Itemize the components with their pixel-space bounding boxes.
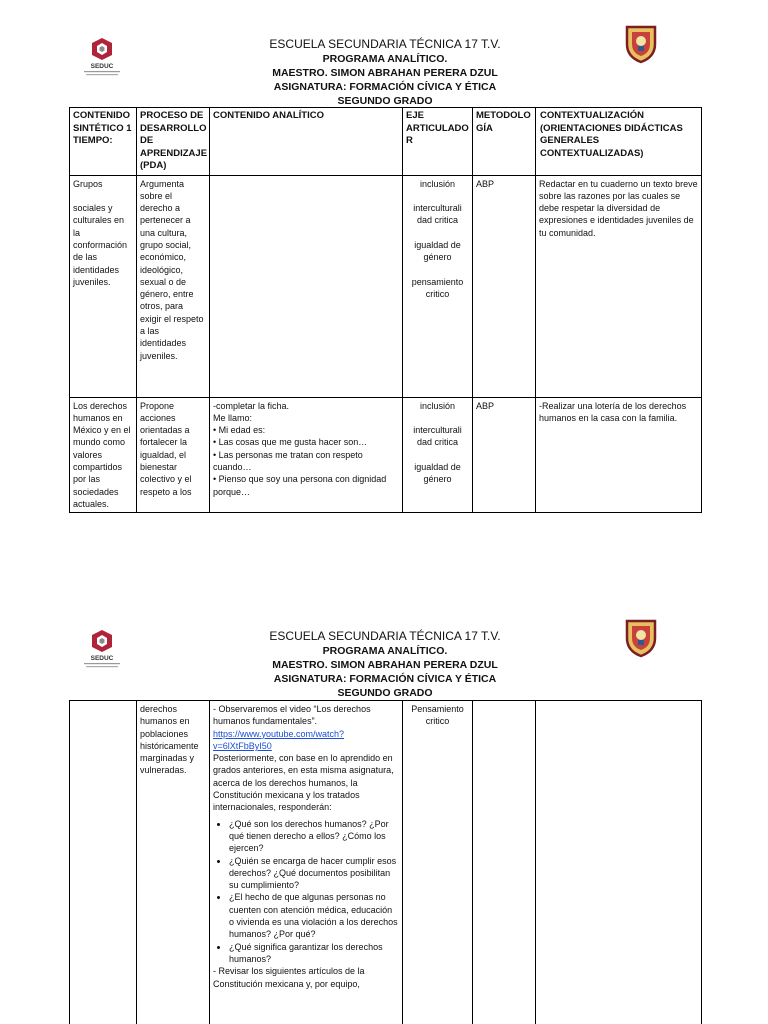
document-header	[200, 629, 570, 700]
program-title: PROGRAMA ANALÍTICO.	[322, 53, 448, 65]
video-instruction: - Observaremos el video “Los derechos humanos fundamentales”.	[213, 704, 371, 727]
cell-pda: Propone acciones orientadas a fortalecer la igualdad, el bienestar colectivo y el respeto a los	[137, 397, 210, 513]
program-table-1	[69, 107, 702, 513]
cell-contexto	[536, 701, 702, 1024]
header-analitico: CONTENIDO ANALÍTICO	[210, 108, 403, 176]
seduc-logo	[76, 628, 128, 672]
table-row	[70, 701, 702, 1024]
seduc-logo	[76, 36, 128, 80]
cell-analitico	[210, 701, 403, 1024]
program-table-2	[69, 700, 702, 1024]
teacher-name: MAESTRO. SIMON ABRAHAN PERERA DZUL	[272, 659, 498, 671]
cell-contenido	[70, 701, 137, 1024]
cell-contenido: Grupos sociales y culturales en la conformación de las identidades juveniles.	[70, 175, 137, 397]
teacher-name: MAESTRO. SIMON ABRAHAN PERERA DZUL	[272, 67, 498, 79]
grade-label: SEGUNDO GRADO	[337, 687, 433, 699]
header-pda: PROCESO DE DESARROLLO DE APRENDIZAJE (PDA)	[137, 108, 210, 176]
list-item: • ¿El hecho de que algunas personas no cuenten con atención médica, educación o vivienda es una violación a los derechos humanos? ¿Por qué?	[229, 891, 399, 940]
cell-contenido: Los derechos humanos en México y en el mundo como valores compartidos por las sociedades actuales.	[70, 397, 137, 513]
question-list	[213, 818, 399, 966]
program-title: PROGRAMA ANALÍTICO.	[322, 645, 448, 657]
school-crest-icon	[624, 24, 658, 64]
cell-metodologia: ABP	[473, 175, 536, 397]
list-item: • ¿Qué son los derechos humanos? ¿Por qué tienen derecho a ellos? ¿Cómo los ejercen?	[229, 818, 399, 855]
seduc-logo-text: SEDUC	[90, 655, 114, 662]
school-crest-icon	[624, 618, 658, 658]
instruction-paragraph: Posteriormente, con base en lo aprendido en grados anteriores, en esta misma asignatura, acerca de los derechos humanos, la Constitución mexicana y los tratados internacionales, responderán:	[213, 753, 394, 813]
header-metodologia: METODOLO GÍA	[473, 108, 536, 176]
table-row	[70, 397, 702, 513]
document-page-2	[0, 600, 768, 1024]
subject-name: ASIGNATURA: FORMACIÓN CÍVICA Y ÉTICA	[273, 673, 497, 685]
cell-eje: Pensamiento critico	[403, 701, 473, 1024]
seduc-logo-text: SEDUC	[90, 63, 114, 70]
grade-label: SEGUNDO GRADO	[337, 95, 433, 107]
table-header-row	[70, 108, 702, 176]
cell-metodologia	[473, 701, 536, 1024]
cell-analitico: -completar la ficha. Me llamo: • Mi edad es: • Las cosas que me gusta hacer son… • Las personas me tratan con respeto cuando… • Pienso que soy una persona con dignidad porque…	[210, 397, 403, 513]
school-name: ESCUELA SECUNDARIA TÉCNICA 17 T.V.	[269, 37, 501, 51]
header-eje: EJE ARTICULADO R	[403, 108, 473, 176]
cell-eje: inclusión interculturali dad critica igualdad de género	[403, 397, 473, 513]
youtube-video-link[interactable]: https://www.youtube.com/watch?v=6lXtFbByI50	[213, 728, 345, 751]
instruction-paragraph: - Revisar los siguientes artículos de la Constitución mexicana y, por equipo,	[213, 966, 365, 989]
document-header	[200, 37, 570, 108]
list-item: • ¿Quién se encarga de hacer cumplir esos derechos? ¿Qué documentos posibilitan su cumplimiento?	[229, 855, 399, 892]
header-contenido: CONTENIDO SINTÉTICO 1 TIEMPO:	[70, 108, 137, 176]
cell-analitico	[210, 175, 403, 397]
cell-contexto: Redactar en tu cuaderno un texto breve sobre las razones por las cuales se debe respetar la diversidad de expresiones e identidades juveniles de tu comunidad.	[536, 175, 702, 397]
cell-pda: derechos humanos en poblaciones históricamente marginadas y vulneradas.	[137, 701, 210, 1024]
cell-pda: Argumenta sobre el derecho a pertenecer a una cultura, grupo social, económico, ideológico, sexual o de género, entre otros, para exigir el respeto a las identidades juveniles.	[137, 175, 210, 397]
cell-contexto: -Realizar una lotería de los derechos humanos en la casa con la familia.	[536, 397, 702, 513]
school-name: ESCUELA SECUNDARIA TÉCNICA 17 T.V.	[269, 629, 501, 643]
header-contextualizacion: CONTEXTUALIZACIÓN (ORIENTACIONES DIDÁCTICAS GENERALES CONTEXTUALIZADAS)	[536, 108, 702, 176]
cell-eje: inclusión interculturali dad critica igualdad de género pensamiento critico	[403, 175, 473, 397]
list-item: • ¿Qué significa garantizar los derechos humanos?	[229, 941, 399, 966]
cell-metodologia: ABP	[473, 397, 536, 513]
subject-name: ASIGNATURA: FORMACIÓN CÍVICA Y ÉTICA	[273, 81, 497, 93]
table-row	[70, 175, 702, 397]
